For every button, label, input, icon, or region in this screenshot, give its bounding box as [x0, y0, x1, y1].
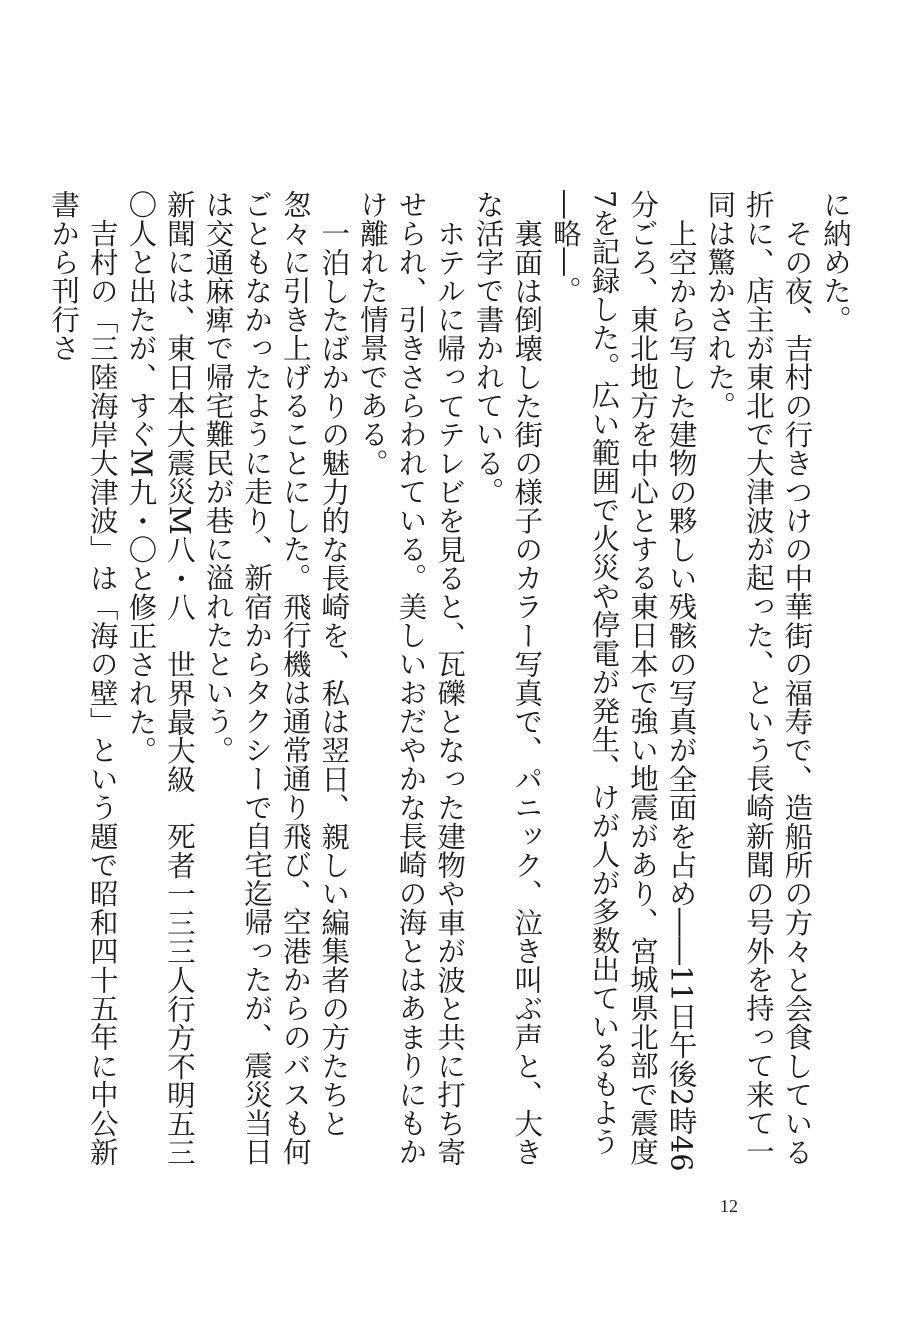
paragraph-6: 一泊したばかりの魅力的な長崎を、私は翌日、親しい編集者の方たちと怱々に引き上げることにした。飛行機は通常通り飛び、空港からのバスも何ごともなかったように走り、新宿からタクシーで自宅迄帰ったが、震災当日は交通麻痺で帰宅難民が巷に溢れたという。: [201, 190, 351, 1166]
paragraph-8: 吉村の「三陸海岸大津波」は「海の壁」という題で昭和四十五年に中公新書から刊行さ: [47, 190, 119, 1166]
paragraph-1: に納めた。: [819, 190, 852, 334]
paragraph-7: 新聞には、東日本大震災M八・八 世界最大級 死者一三三人行方不明五三〇人と出たが、すぐM九・〇と修正された。: [124, 190, 196, 1167]
page-number: 12: [720, 1196, 738, 1216]
page-body-text: [34, 190, 854, 1180]
paragraph-3: 上空から写した建物の夥しい残骸の写真が全面を占め――11日午後2時46分ごろ、東北地方を中心とする東日本で強い地震があり、宮城県北部で震度7を記録した。広い範囲で火災や停電が発生、けが人が多数出ているもよう―略―。: [548, 190, 698, 1172]
paragraph-4: 裏面は倒壊した街の様子のカラー写真で、パニック、泣き叫ぶ声と、大きな活字で書かれている。: [471, 190, 544, 1166]
paragraph-5: ホテルに帰ってテレビを見ると、瓦礫となった建物や車が波と共に打ち寄せられ、引きさらわれている。美しいおだやかな長崎の海とはあまりにもかけ離れた情景である。: [355, 190, 467, 1166]
paragraph-2: その夜、吉村の行きつけの中華街の福寿で、造船所の方々と会食している折に、店主が東北で大津波が起った、という長崎新聞の号外を持って来て一同は驚かされた。: [703, 190, 814, 1166]
